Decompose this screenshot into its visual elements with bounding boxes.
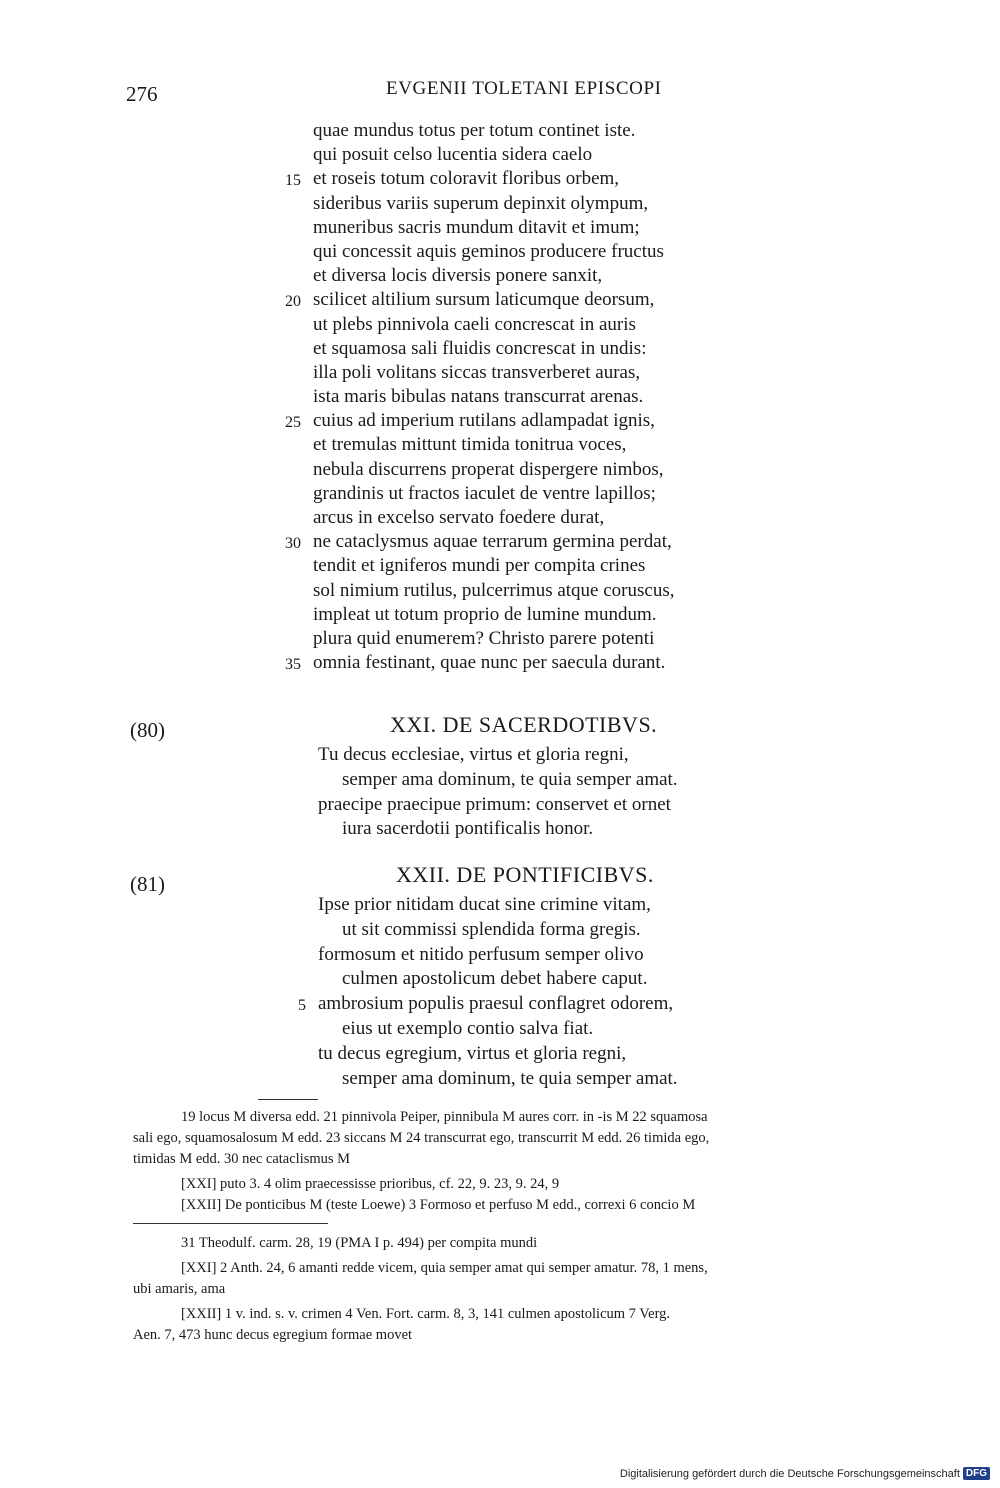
- source-line: ubi amaris, ama: [133, 1281, 226, 1297]
- verse-text: nebula discurrens properat dispergere nimbos,: [313, 458, 664, 480]
- poem-line: [313, 216, 674, 240]
- xxi-line: [318, 768, 678, 793]
- poem-line: [285, 530, 674, 554]
- verse-text: arcus in excelso servato foedere durat,: [313, 507, 605, 528]
- section-xxi-verses: [318, 743, 678, 842]
- verse-text: impleat ut totum proprio de lumine mundum.: [313, 603, 657, 625]
- xxii-line: [318, 1067, 678, 1092]
- source-line: Aen. 7, 473 hunc decus egregium formae movet: [133, 1327, 413, 1343]
- poem-line: [285, 409, 674, 433]
- poem-line: [313, 337, 674, 361]
- apparatus-line: 19 locus M diversa edd. 21 pinnivola Peiper, pinnibula M aures corr. in -is M 22 squamosa: [181, 1109, 708, 1125]
- xxii-line: [318, 918, 678, 943]
- verse-text: eius ut exemplo contio salva fiat.: [342, 1017, 594, 1039]
- verse-text: et roseis totum coloravit floribus orbem,: [313, 168, 620, 190]
- section-xxii-verses: [298, 893, 678, 1091]
- verse-text: omnia festinant, quae nunc per saecula durant.: [313, 652, 666, 674]
- poem-line: [313, 264, 674, 288]
- xxii-line: [318, 1042, 678, 1067]
- poem-line: [313, 119, 674, 143]
- source-apparatus: [133, 1233, 918, 1346]
- apparatus-line: [XXII] De ponticibus M (teste Loewe) 3 Formoso et perfuso M edd., correxi 6 concio M: [181, 1197, 696, 1213]
- line-number: 5: [298, 997, 306, 1015]
- footer-credit: [620, 1467, 990, 1480]
- section-number-xxi: (80): [130, 718, 165, 742]
- poem-line: [285, 167, 674, 191]
- verse-text: ambrosium populis praesul conflagret odorem,: [318, 993, 674, 1015]
- verse-text: et tremulas mittunt timida tonitrua voces,: [313, 434, 627, 456]
- line-number: 35: [285, 656, 301, 674]
- verse-text: et diversa locis diversis ponere sanxit,: [313, 265, 603, 287]
- verse-text: qui posuit celso lucentia sidera caelo: [313, 144, 593, 166]
- xxi-line: [318, 793, 678, 818]
- verse-text: muneribus sacris mundum ditavit et imum;: [313, 216, 640, 238]
- page-number: 276: [126, 82, 158, 106]
- poem-line: [285, 288, 674, 312]
- verse-text: et squamosa sali fluidis concrescat in undis:: [313, 337, 647, 359]
- line-number: 20: [285, 293, 301, 311]
- verse-text: qui concessit aquis geminos producere fructus: [313, 240, 664, 262]
- verse-text: semper ama dominum, te quia semper amat.: [342, 1067, 678, 1089]
- section-title-xxi: XXI. DE SACERDOTIBVS.: [390, 712, 658, 737]
- critical-apparatus: [133, 1107, 918, 1216]
- verse-text: illa poli volitans siccas transverberet auras,: [313, 361, 641, 383]
- xxii-line: [318, 967, 678, 992]
- line-number: 25: [285, 414, 301, 432]
- poem-line: [313, 482, 674, 506]
- poem-line: [313, 192, 674, 216]
- section-title-xxii: XXII. DE PONTIFICIBVS.: [396, 862, 654, 887]
- apparatus-line: timidas M edd. 30 nec cataclismus M: [133, 1151, 351, 1167]
- verse-text: sideribus variis superum depinxit olympum,: [313, 192, 649, 214]
- footer-text: Digitalisierung gefördert durch die Deutsche Forschungsgemeinschaft: [619, 1467, 960, 1480]
- poem-line: [313, 506, 674, 530]
- poem-line: [313, 313, 674, 337]
- apparatus-line: [XXI] puto 3. 4 olim praecessisse prioribus, cf. 22, 9. 23, 9. 24, 9: [181, 1176, 560, 1192]
- verse-text: tu decus egregium, virtus et gloria regni,: [318, 1042, 627, 1064]
- verse-text: formosum et nitido perfusum semper olivo: [318, 943, 644, 965]
- verse-text: tendit et igniferos mundi per compita crines: [313, 555, 646, 577]
- line-number: 15: [285, 172, 301, 190]
- poem-line: [313, 433, 674, 457]
- poem-line: [313, 385, 674, 409]
- verse-text: quae mundus totus per totum continet iste.: [313, 120, 636, 141]
- verse-text: scilicet altilium sursum laticumque deorsum,: [313, 289, 655, 311]
- poem-line: [313, 240, 674, 264]
- verse-text: iura sacerdotii pontificalis honor.: [342, 818, 594, 840]
- xxii-line: [298, 992, 678, 1017]
- verse-text: ut sit commissi splendida forma gregis.: [342, 918, 641, 940]
- separator-rule: [133, 1223, 328, 1224]
- line-number: 30: [285, 535, 301, 553]
- poem-line: [313, 554, 674, 578]
- source-line: [XXII] 1 v. ind. s. v. crimen 4 Ven. Fort. carm. 8, 3, 141 culmen apostolicum 7 Verg.: [181, 1306, 671, 1322]
- xxii-line: [318, 943, 678, 968]
- verse-text: grandinis ut fractos iaculet de ventre lapillos;: [313, 482, 656, 504]
- xxi-line: [318, 743, 678, 768]
- dfg-logo: DFG: [963, 1467, 990, 1480]
- verse-text: Ipse prior nitidam ducat sine crimine vitam,: [318, 894, 651, 915]
- poem-line: [313, 627, 674, 651]
- source-line: [XXI] 2 Anth. 24, 6 amanti redde vicem, quia semper amat qui semper amatur. 78, 1 mens,: [181, 1260, 708, 1276]
- verse-text: ut plebs pinnivola caeli concrescat in auris: [313, 313, 636, 335]
- xxii-line: [318, 893, 678, 918]
- verse-text: praecipe praecipue primum: conservet et ornet: [318, 793, 671, 815]
- poem-line: [313, 603, 674, 627]
- source-line: 31 Theodulf. carm. 28, 19 (PMA I p. 494) per compita mundi: [181, 1235, 538, 1251]
- verse-text: culmen apostolicum debet habere caput.: [342, 968, 648, 990]
- section-number-xxii: (81): [130, 872, 165, 896]
- xxi-line: [318, 817, 678, 842]
- verse-text: ista maris bibulas natans transcurrat arenas.: [313, 386, 644, 408]
- separator-rule: [258, 1099, 318, 1100]
- verse-text: cuius ad imperium rutilans adlampadat ignis,: [313, 410, 655, 432]
- apparatus-line: sali ego, squamosalosum M edd. 23 siccans M 24 transcurrat ego, transcurrit M edd. 26 timida ego,: [133, 1130, 710, 1146]
- verse-text: Tu decus ecclesiae, virtus et gloria regni,: [318, 744, 629, 765]
- xxii-line: [318, 1017, 678, 1042]
- verse-text: ne cataclysmus aquae terrarum germina perdat,: [313, 531, 672, 553]
- poem-line: [313, 579, 674, 603]
- poem-top: [285, 119, 675, 675]
- verse-text: plura quid enumerem? Christo parere potenti: [313, 627, 655, 649]
- poem-line: [313, 361, 674, 385]
- running-head: EVGENII TOLETANI EPISCOPI: [386, 78, 662, 99]
- verse-text: semper ama dominum, te quia semper amat.: [342, 768, 678, 790]
- poem-line: [285, 651, 674, 675]
- poem-line: [313, 458, 674, 482]
- poem-line: [313, 143, 674, 167]
- verse-text: sol nimium rutilus, pulcerrimus atque coruscus,: [313, 579, 675, 601]
